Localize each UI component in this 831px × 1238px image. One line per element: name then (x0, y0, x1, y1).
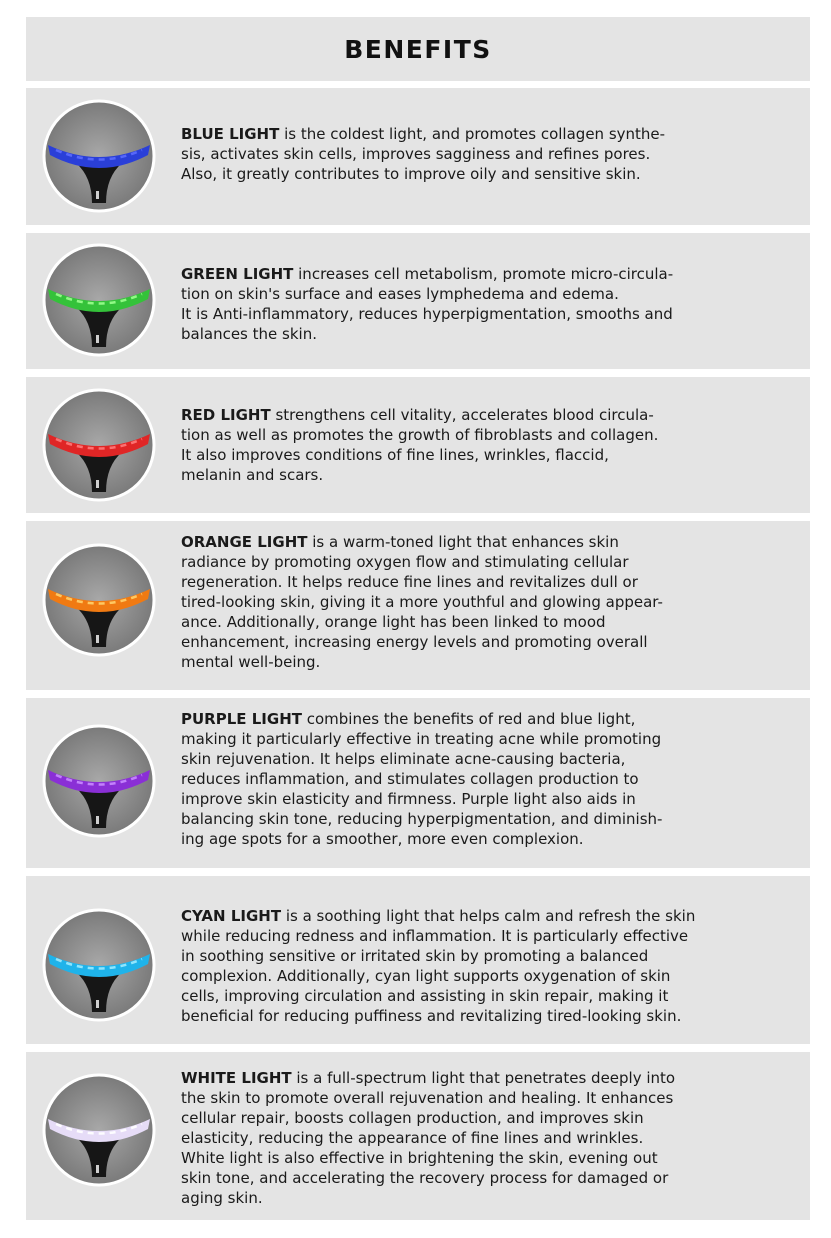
red-light-card (26, 377, 810, 513)
page-title: BENEFITS (344, 34, 492, 64)
purple-light-card (26, 698, 810, 868)
description-first-line (181, 532, 781, 552)
orange-light-card (26, 521, 810, 690)
description-line: beneficial for reducing puffiness and revitalizing tired-looking skin. (181, 1007, 682, 1025)
description-line: cellular repair, boosts collagen production, and improves skin (181, 1109, 644, 1127)
description-line: It is Anti-inflammatory, reduces hyperpigmentation, smooths and (181, 305, 673, 323)
red-light-description (181, 405, 781, 485)
description-first-line (181, 124, 781, 144)
description-line: skin tone, and accelerating the recovery process for damaged or (181, 1169, 669, 1187)
description-first-line (181, 1068, 781, 1088)
purple-light-heading: PURPLE LIGHT (181, 710, 302, 728)
description-text: strengthens cell vitality, accelerates blood circula- (270, 406, 654, 424)
description-text: is the coldest light, and promotes collagen synthe- (279, 125, 666, 143)
description-line: ing age spots for a smoother, more even complexion. (181, 830, 584, 848)
description-line: cells, improving circulation and assisting in skin repair, making it (181, 987, 669, 1005)
orange-light-description (181, 532, 781, 672)
description-line: White light is also effective in brightening the skin, evening out (181, 1149, 658, 1167)
blue-light-description (181, 124, 781, 184)
cyan-light-heading: CYAN LIGHT (181, 907, 282, 925)
description-line: the skin to promote overall rejuvenation and healing. It enhances (181, 1089, 674, 1107)
description-line: ance. Additionally, orange light has been linked to mood (181, 613, 606, 631)
description-line: reduces inflammation, and stimulates collagen production to (181, 770, 639, 788)
description-line: complexion. Additionally, cyan light supports oxygenation of skin (181, 967, 671, 985)
description-first-line (181, 709, 781, 729)
white-light-device-icon (42, 1073, 156, 1187)
description-first-line (181, 906, 781, 926)
description-line: tion on skin's surface and eases lymphedema and edema. (181, 285, 619, 303)
description-line: radiance by promoting oxygen flow and stimulating cellular (181, 553, 629, 571)
purple-light-device-icon (42, 724, 156, 838)
blue-light-device-icon (42, 99, 156, 213)
green-light-device-icon (42, 243, 156, 357)
description-text: combines the benefits of red and blue light, (301, 710, 636, 728)
green-light-description (181, 264, 781, 344)
description-line: sis, activates skin cells, improves sagginess and refines pores. (181, 145, 651, 163)
description-line: elasticity, reducing the appearance of fine lines and wrinkles. (181, 1129, 644, 1147)
description-text: is a warm-toned light that enhances skin (307, 533, 619, 551)
description-line: enhancement, increasing energy levels and promoting overall (181, 633, 648, 651)
description-line: It also improves conditions of fine lines, wrinkles, flaccid, (181, 446, 609, 464)
description-line: in soothing sensitive or irritated skin by promoting a balanced (181, 947, 649, 965)
orange-light-heading: ORANGE LIGHT (181, 533, 308, 551)
benefits-header (26, 17, 810, 81)
orange-light-device-icon (42, 543, 156, 657)
description-line: aging skin. (181, 1189, 263, 1207)
description-line: making it particularly effective in treating acne while promoting (181, 730, 662, 748)
description-first-line (181, 264, 781, 284)
description-text: is a full-spectrum light that penetrates deeply into (291, 1069, 676, 1087)
blue-light-heading: BLUE LIGHT (181, 125, 280, 143)
description-line: balances the skin. (181, 325, 317, 343)
description-text: is a soothing light that helps calm and refresh the skin (281, 907, 696, 925)
description-line: tion as well as promotes the growth of fibroblasts and collagen. (181, 426, 659, 444)
purple-light-description (181, 709, 781, 849)
description-line: tired-looking skin, giving it a more youthful and glowing appear- (181, 593, 663, 611)
red-light-device-icon (42, 388, 156, 502)
description-line: regeneration. It helps reduce fine lines and revitalizes dull or (181, 573, 638, 591)
red-light-heading: RED LIGHT (181, 406, 271, 424)
green-light-heading: GREEN LIGHT (181, 265, 294, 283)
description-line: balancing skin tone, reducing hyperpigmentation, and diminish- (181, 810, 663, 828)
white-light-card (26, 1052, 810, 1220)
description-first-line (181, 405, 781, 425)
white-light-description (181, 1068, 781, 1208)
description-line: mental well-being. (181, 653, 321, 671)
description-line: melanin and scars. (181, 466, 324, 484)
blue-light-card (26, 88, 810, 225)
description-line: while reducing redness and inflammation. It is particularly effective (181, 927, 689, 945)
cyan-light-card (26, 876, 810, 1044)
description-line: Also, it greatly contributes to improve oily and sensitive skin. (181, 165, 641, 183)
cyan-light-description (181, 906, 781, 1026)
description-text: increases cell metabolism, promote micro-circula- (293, 265, 674, 283)
description-line: skin rejuvenation. It helps eliminate acne-causing bacteria, (181, 750, 626, 768)
white-light-heading: WHITE LIGHT (181, 1069, 292, 1087)
cyan-light-device-icon (42, 908, 156, 1022)
description-line: improve skin elasticity and firmness. Purple light also aids in (181, 790, 636, 808)
green-light-card (26, 233, 810, 369)
